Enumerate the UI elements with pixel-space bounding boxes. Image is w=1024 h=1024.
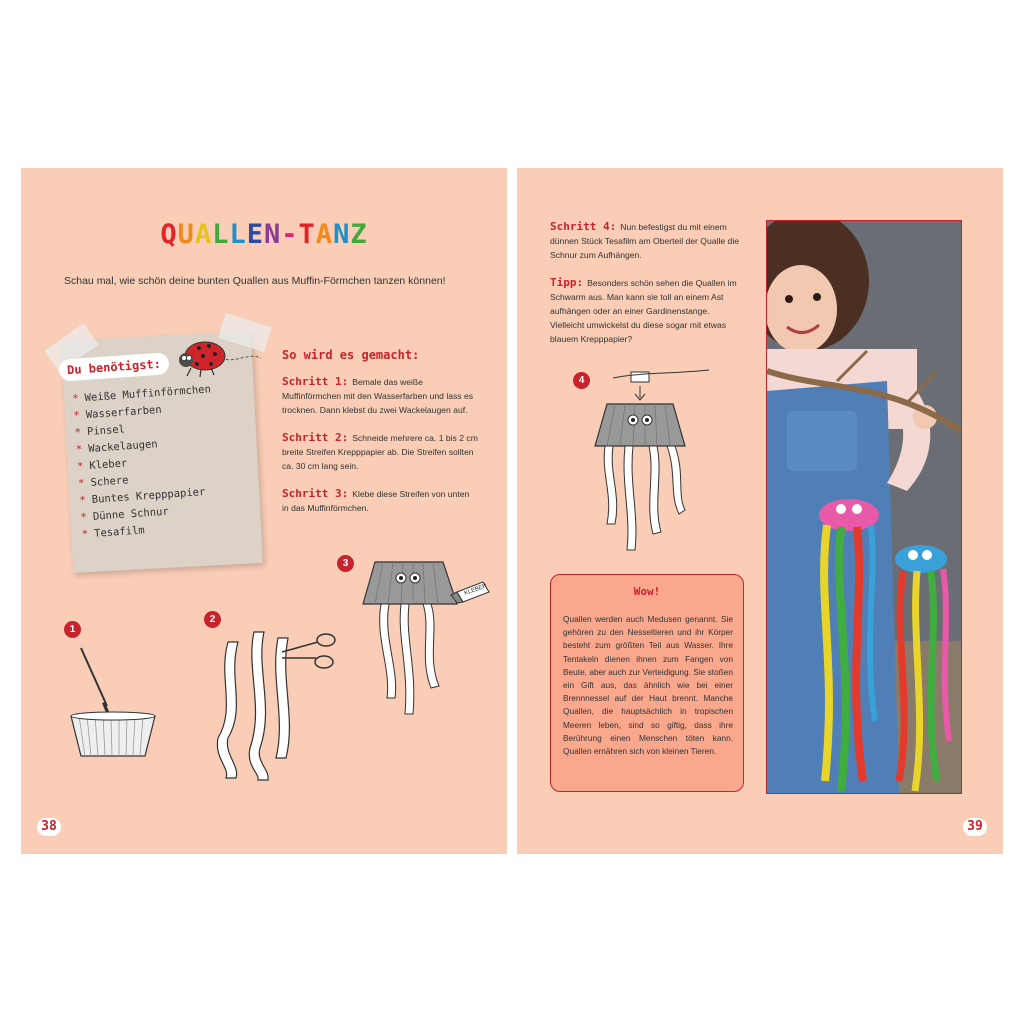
photo-illustration	[767, 221, 961, 793]
intro-text: Schau mal, wie schön deine bunten Quallen aus Muffin-Förmchen tanzen können!	[64, 275, 446, 287]
howto-title: So wird es gemacht:	[282, 348, 420, 362]
title-letter: Z	[350, 219, 368, 250]
figure-number-4: 4	[573, 372, 590, 389]
ladybug-icon	[173, 334, 263, 384]
step-3: Schritt 3: Klebe diese Streifen von unten in das Muffinförmchen.	[282, 487, 470, 513]
figure-number-2: 2	[204, 611, 221, 628]
title-letter: -	[281, 219, 299, 250]
materials-list	[72, 381, 221, 543]
materials-label: Du benötigst:	[58, 352, 169, 382]
title-letter: Q	[160, 219, 178, 250]
wow-title: Wow!	[633, 585, 661, 598]
figure-number-1: 1	[64, 621, 81, 638]
wow-text: Quallen werden auch Medusen genannt. Sie gehören zu den Nesseltieren und ihr Körper besteht zum größten Teil aus Wasser. Ihre Tentakeln dienen ihnen zum Fangen von Beute, aber auch zur Verteidigung. Sie stoßen ein Gift aus, das ähnlich wie bei einer Brennnessel auf der Haut brennt. Manche Quallen, die hauptsächlich in tropischen Meeren leben, sind so giftig, dass ihre Berührung einen Menschen töten kann. Quallen ernähren sich von kleinen Tieren.	[563, 614, 733, 757]
page-title	[21, 219, 507, 250]
glue-label: KLEBER	[463, 583, 488, 597]
title-letter: L	[212, 219, 230, 250]
jellyfish-glue-illustration	[361, 558, 491, 728]
title-letter: A	[315, 219, 334, 250]
list-item: * Dünne Schnur	[80, 505, 170, 524]
right-page	[517, 168, 1003, 854]
left-page	[21, 168, 507, 854]
list-item: * Wasserfarben	[73, 403, 162, 422]
title-letter: U	[177, 219, 195, 250]
list-item: * Schere	[77, 474, 129, 490]
step-4: Schritt 4: Nun befestigst du mit einem dünnen Stück Tesafilm am Oberteil der Qualle die Schnur zum Aufhängen.	[550, 220, 740, 260]
title-letter: N	[264, 219, 282, 250]
step-2: Schritt 2: Schneide mehrere ca. 1 bis 2 cm breite Streifen Krepppapier ab. Die Streifen sollten ca. 30 cm lang sein.	[282, 431, 478, 471]
title-letter: N	[333, 219, 351, 250]
title-letter: L	[229, 219, 247, 250]
list-item: * Pinsel	[74, 423, 126, 439]
title-letter: T	[298, 219, 316, 250]
page-number-left: 38	[37, 818, 61, 836]
list-item: * Wackelaugen	[75, 438, 159, 456]
page-number-right: 39	[963, 818, 987, 836]
list-item: * Weiße Muffinförmchen	[71, 383, 212, 405]
list-item: * Kleber	[76, 457, 128, 473]
jellyfish-string-illustration	[593, 364, 723, 564]
list-item: * Tesafilm	[81, 524, 146, 541]
title-letter: E	[246, 219, 264, 250]
wow-infobox	[550, 574, 744, 792]
tip: Tipp: Besonders schön sehen die Quallen im Schwarm aus. Man kann sie toll an einem Ast aufhängen oder an einer Gardinenstange. Vielleicht umwickelst du diese sogar mit etwas blauem Krepppapier?	[550, 276, 737, 344]
muffin-cup-paint-illustration	[65, 644, 165, 764]
figure-number-3: 3	[337, 555, 354, 572]
step-1: Schritt 1: Bemale das weiße Muffinförmchen mit den Wasserfarben und lass es trocknen. Dann klebst du zwei Wackelaugen auf.	[282, 375, 474, 415]
child-with-jellyfish-photo	[766, 220, 962, 794]
paper-strips-scissors-illustration	[206, 618, 336, 788]
title-letter: A	[194, 219, 213, 250]
list-item: * Buntes Krepppapier	[79, 485, 206, 507]
